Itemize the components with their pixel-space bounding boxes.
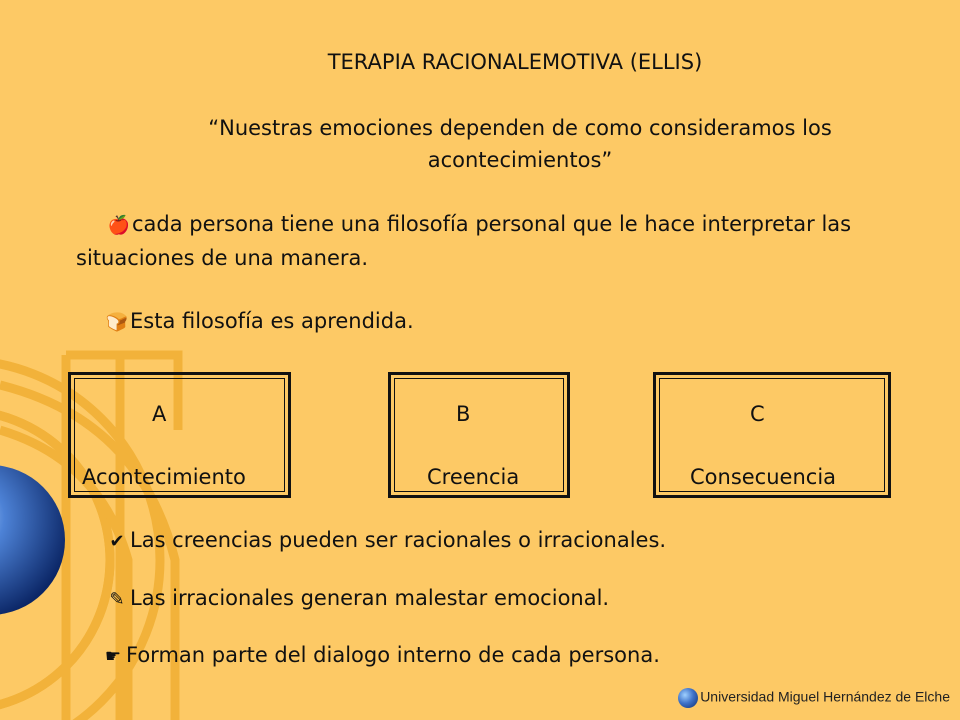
box-b-letter: B	[456, 402, 471, 426]
quote-line-2: acontecimientos”	[427, 148, 613, 172]
bullet-dialogo	[100, 639, 660, 673]
blue-sphere	[0, 465, 65, 615]
footer	[678, 688, 950, 708]
pointer-bullet-icon: ☛	[104, 646, 122, 667]
paragraph-aprendida	[104, 305, 414, 339]
box-b-label: Creencia	[427, 465, 520, 489]
box-a-label: Acontecimiento	[82, 465, 246, 489]
paragraph-filosofia	[76, 208, 936, 274]
bullet-3-text: Las creencias pueden ser racionales o irracionales.	[130, 528, 667, 552]
paragraph-1-line-2: situaciones de una manera.	[76, 246, 369, 270]
box-a-letter: A	[152, 402, 167, 426]
bullet-5-text: Forman parte del dialogo interno de cada persona.	[126, 643, 660, 667]
bullet-4-text: Las irracionales generan malestar emocional.	[130, 586, 610, 610]
apple-bullet-icon: 🍎	[107, 215, 131, 236]
footer-text: Universidad Miguel Hernández de Elche	[700, 688, 950, 705]
quote	[150, 112, 890, 176]
box-c-letter: C	[750, 402, 765, 426]
slide-title: TERAPIA RACIONALEMOTIVA (ELLIS)	[327, 50, 703, 74]
bread-bullet-icon: 🍞	[105, 312, 129, 333]
quote-line-1: “Nuestras emociones dependen de como consideramos los	[208, 116, 832, 140]
check-bullet-icon: ✔	[109, 531, 125, 552]
paragraph-1-line-1: cada persona tiene una filosofía personal que le hace interpretar las	[132, 212, 852, 236]
bullet-creencias	[104, 524, 666, 558]
pencil-bullet-icon: ✎	[109, 589, 125, 610]
globe-logo-icon	[678, 688, 698, 708]
bullet-irracionales	[104, 582, 609, 616]
paragraph-2-text: Esta filosofía es aprendida.	[130, 309, 414, 333]
box-c-label: Consecuencia	[690, 465, 837, 489]
